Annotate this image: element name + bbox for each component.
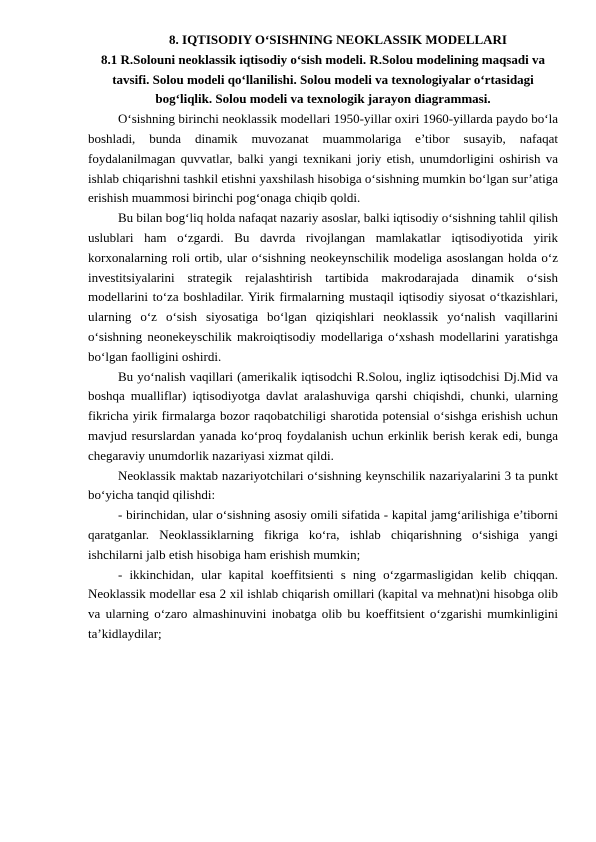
section-title: 8.1 R.Solouni neoklassik iqtisodiy o‘sish modeli. R.Solou modelining maqsadi va tavsifi. Solou modeli qo‘llanilishi. Solou modeli va texnologiyalar o‘rtasidagi bog‘liqlik. Solou modeli va texnologik jarayon diagrammasi.	[101, 51, 545, 107]
chapter-title: 8. IQTISODIY O‘SISHNING NEOKLASSIK MODELLARI	[169, 32, 507, 47]
paragraph: Bu bilan bog‘liq holda nafaqat nazariy asoslar, balki iqtisodiy o‘sishning tahlil qilish uslublari ham o‘zgardi. Bu davrda rivojlangan mamlakatlar iqtisodiyotida yirik korxonalarning roli ortib, ular o‘sishning neokeynschilik modeliga asoslangan holda o‘z investitsiyalarini strategik rejalashtirish tartibida makrodarajada dinamik o‘sish modellarini to‘za boshladilar. Yirik firmalarning mustaqil iqtisodiy siyosat o‘tkazishlari, ularning o‘z o‘sish siyosatiga bo‘lgan qiziqishlari neoklassik yo‘nalish vaqillarini o‘sishning neonekeyschilik makroiqtisodiy modellariga o‘xshash modellarini yaratishga bo‘lgan faolligini oshirdi.	[88, 210, 558, 364]
paragraph: Neoklassik maktab nazariyotchilari o‘sishning keynschilik nazariyalarini 3 ta punkt bo‘yicha tanqid qilishdi:	[88, 467, 558, 503]
paragraph: O‘sishning birinchi neoklassik modellari 1950-yillar oxiri 1960-yillarda paydo bo‘la boshladi, bunda dinamik muvozanat muammolariga e’tibor susayib, nafaqat foydalanilmagan quvvatlar, balki yangi texnikani joriy etish, unumdorligini oshirish va ishlab chiqarishni tashkil etishni yaxshilash hisobiga o‘sishning mumkin bo‘lgan sur’atiga erishish muammosi birinchi pog‘onaga chiqib qoldi.	[88, 111, 558, 206]
document-page	[88, 30, 558, 644]
list-item: - birinchidan, ular o‘sishning asosiy omili sifatida - kapital jamg‘arilishiga e’tiborni qaratganlar. Neoklassiklarning fikriga ko‘ra, ishlab chiqarishning o‘sishiga yangi ishchilarni jalb etish hisobiga ham erishish mumkin;	[88, 507, 558, 562]
paragraph: Bu yo‘nalish vaqillari (amerikalik iqtisodchi R.Solou, ingliz iqtisodchisi Dj.Mid va boshqa mualliflar) iqtisodiyotga davlat aralashuviga qarshi chiqishdi, chunki, ularning fikricha yirik firmalarga bozor raqobatchiligi sharotida potensial o‘sishga erishish uchun mavjud resurslardan yanada ko‘proq foydalanish uchun erkinlik berish kerak edi, bunga chegaraviy unumdorlik nazariyasi xizmat qildi.	[88, 368, 558, 463]
list-item: - ikkinchidan, ular kapital koeffitsienti s ning o‘zgarmasligidan kelib chiqqan. Neoklassik modellar esa 2 xil ishlab chiqarish omillari (kapital va mehnat)ni hisobga olib va ularning o‘zaro almashinuvini inobatga olib bu koeffitsient o‘zgarishi mumkinligini ta’kidlaydilar;	[88, 566, 558, 641]
